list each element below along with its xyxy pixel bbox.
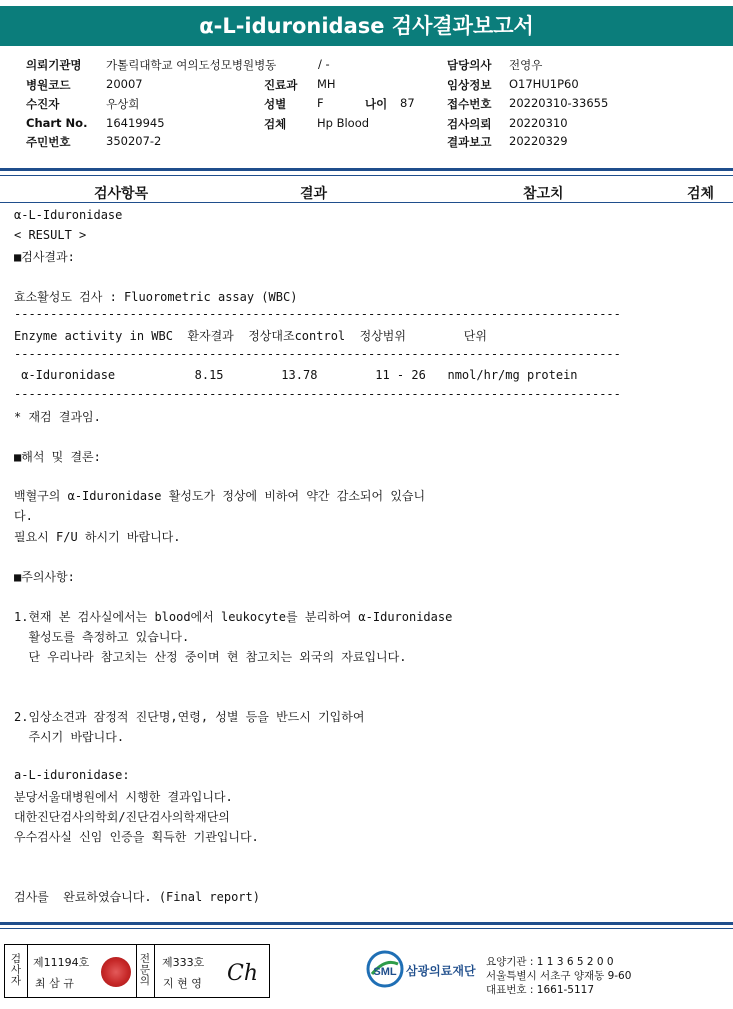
seal-icon	[101, 957, 131, 987]
report-line: 필요시 F/U 하시기 바랍니다.	[14, 530, 181, 544]
header-label: 의뢰기관명	[26, 58, 82, 72]
header-value: MH	[317, 77, 336, 91]
column-result: 결과	[300, 186, 328, 202]
footer-divider-thin	[0, 928, 733, 929]
report-line: ■해석 및 결론:	[14, 450, 101, 464]
column-reference: 참고치	[523, 186, 564, 202]
header-value: 87	[400, 96, 415, 110]
report-line: 백혈구의 α-Iduronidase 활성도가 정상에 비하여 약간 감소되어 있습니	[14, 489, 426, 503]
report-line: 효소활성도 검사 : Fluorometric assay (WBC)	[14, 290, 298, 304]
header-value: 20220310-33655	[509, 96, 609, 110]
header-label: 검체	[264, 117, 287, 131]
column-divider	[0, 202, 733, 203]
org-code: 요양기관 : 1 1 3 6 5 2 0 0	[486, 956, 614, 968]
report-line: 다.	[14, 509, 33, 523]
header-label: 주민번호	[26, 135, 71, 149]
header-value: 가톨릭대학교 여의도성모병원병동	[106, 58, 277, 72]
header-divider	[0, 168, 733, 171]
specialist-name: 지 현 영	[163, 977, 202, 990]
header-value: 350207-2	[106, 134, 162, 148]
header-label: 병원코드	[26, 78, 71, 92]
header-value: 전영우	[509, 58, 543, 72]
header-label: 성별	[264, 97, 287, 111]
report-line: ------------------------------------------------------------------------------------	[14, 307, 621, 321]
header-value: F	[317, 96, 324, 110]
report-line: ------------------------------------------------------------------------------------	[14, 387, 621, 401]
header-value: 20220329	[509, 134, 568, 148]
report-line: 1.현재 본 검사실에서는 blood에서 leukocyte를 분리하여 α-Iduronidase	[14, 610, 453, 624]
report-line: 단 우리나라 참고치는 산정 중이며 현 참고치는 외국의 자료입니다.	[14, 650, 407, 664]
report-line: < RESULT >	[14, 228, 87, 242]
column-item: 검사항목	[94, 186, 149, 202]
header-value: 20220310	[509, 116, 568, 130]
org-name: 삼광의료재단	[406, 964, 476, 978]
logo-mark-text: SML	[373, 966, 397, 978]
org-address: 서울특별시 서초구 양재동 9-60	[486, 970, 632, 982]
header-value: O17HU1P60	[509, 77, 579, 91]
header-label: 진료과	[264, 78, 298, 92]
report-line: 대한진단검사의학회/진단검사의학재단의	[14, 810, 230, 824]
sml-logo-icon	[366, 950, 404, 988]
header-value: 20007	[106, 77, 143, 91]
column-specimen: 검체	[687, 186, 715, 202]
org-phone: 대표번호 : 1661-5117	[486, 984, 595, 996]
report-line: α-L-Iduronidase	[14, 208, 123, 222]
header-label: 검사의뢰	[447, 117, 492, 131]
header-label: 수진자	[26, 97, 60, 111]
header-label: Chart No.	[26, 116, 88, 130]
report-title: α-L-iduronidase 검사결과보고서	[0, 6, 733, 46]
header-value: 우상희	[106, 97, 140, 111]
report-line: 활성도를 측정하고 있습니다.	[14, 630, 190, 644]
report-line: 주시기 바랍니다.	[14, 730, 125, 744]
report-line: a-L-iduronidase:	[14, 768, 130, 782]
report-line: 검사를 완료하였습니다. (Final report)	[14, 890, 260, 904]
signature: Ch	[227, 961, 259, 986]
examiner-number: 제11194호	[33, 956, 90, 969]
header-value: 16419945	[106, 116, 165, 130]
report-line: ------------------------------------------------------------------------------------	[14, 347, 621, 361]
footer-divider	[0, 922, 733, 925]
report-line: ■주의사항:	[14, 570, 75, 584]
report-line: * 재검 결과임.	[14, 410, 101, 424]
header-label: 결과보고	[447, 135, 492, 149]
header-label: 나이	[365, 97, 388, 111]
header-value: Hp Blood	[317, 116, 370, 130]
report-line: Enzyme activity in WBC 환자결과 정상대조control 정상범위 단위	[14, 329, 487, 343]
examiner-label: 검 사 자	[10, 953, 22, 987]
examiner-name: 최 삼 규	[35, 977, 74, 990]
header-divider-thin	[0, 175, 733, 176]
report-line: 분당서울대병원에서 시행한 결과입니다.	[14, 790, 233, 804]
report-line: 2.임상소견과 잠정적 진단명,연령, 성별 등을 반드시 기입하여	[14, 710, 365, 724]
report-line: 우수검사실 신임 인증을 획득한 기관입니다.	[14, 830, 259, 844]
report-line: α-Iduronidase 8.15 13.78 11 - 26 nmol/hr/mg protein	[14, 368, 578, 382]
header-label: 접수번호	[447, 97, 492, 111]
header-value: / -	[318, 57, 330, 71]
header-label: 임상정보	[447, 78, 492, 92]
specialist-number: 제333호	[162, 956, 205, 969]
specialist-label: 전 문 의	[139, 953, 151, 987]
signature-box	[4, 944, 270, 998]
report-line: ■검사결과:	[14, 250, 75, 264]
header-label: 담당의사	[447, 58, 492, 72]
